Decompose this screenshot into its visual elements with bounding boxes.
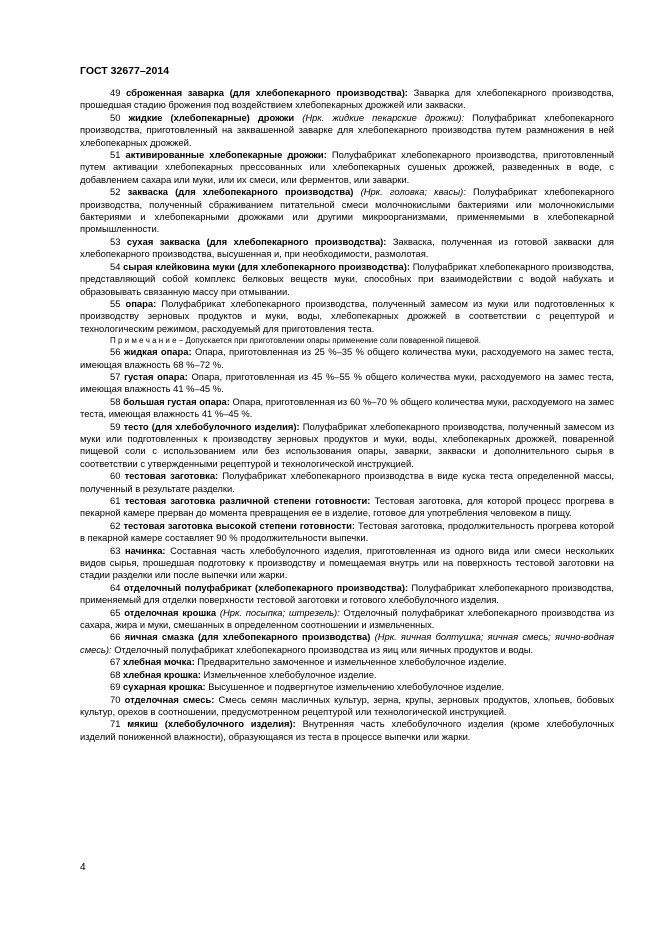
term-entry-64 (80, 582, 614, 607)
entry-definition: Полуфабрикат хлебопекарного производства, полученный замесом из муки или подготовленных к производству зерновых продуктов и муки, воды, хлебопекарных дрожжей в соответствии с рецептурой и технологическим режимом, расходуемый для приготовления теста. (80, 297, 615, 334)
entry-definition: Полуфабрикат хлебопекарного производства, приготовленный на заквашенной заварке для хлебопекарного производства путем размножения в ней хлебопекарных дрожжей. (80, 111, 615, 148)
entry-term: сырая клейковина муки (для хлебопекарного производства): (123, 260, 411, 272)
term-entry-60 (80, 470, 614, 495)
term-list-2 (80, 346, 614, 743)
entry-term: тесто (для хлебобулочного изделия): (123, 420, 300, 432)
entry-synonym: (Нрк. головка; квасы): (360, 186, 466, 198)
entry-term: жидкие (хлебопекарные) дрожжи (128, 111, 295, 123)
term-entry-59 (80, 421, 614, 471)
entry-definition: Опара, приготовленная из 45 %–55 % общего количества муки, расходуемого на замес теста, имеющая влажность 41 %–45 %. (80, 370, 615, 395)
term-entry-66 (80, 631, 614, 656)
term-entry-63 (80, 545, 614, 582)
term-entry-68 (80, 669, 614, 681)
entry-number: 54 (110, 260, 121, 272)
entry-term: жидкая опара: (123, 346, 192, 358)
entry-definition: Отделочный полуфабрикат хлебопекарного производства из сахара, жира и муки, смешанных в определенном соотношении и измельченных. (80, 606, 615, 631)
term-entry-62 (80, 520, 614, 545)
entry-definition: Внутренняя часть хлебобулочного изделия (кроме хлебобулочных изделий пониженной влажности), образующаяся из теста в процессе выпечки или жарки. (80, 718, 615, 742)
entry-number: 56 (110, 346, 121, 358)
term-list-1 (80, 87, 614, 335)
entry-number: 60 (110, 470, 121, 482)
term-entry-70 (80, 694, 614, 719)
entry-definition: Полуфабрикат хлебопекарного производства, полученный замесом из муки или подготовленных к производству зерновых продуктов и муки, воды, хлебопекарных дрожжей, поваренной пищевой соли с использованием или без использования опары, заварки, закваски и дополнительного сырья в соответствии с утвержденными рецептурой и технологической инструкцией. (80, 420, 615, 469)
entry-number: 57 (110, 370, 121, 382)
entry-definition: Тестовая заготовка, продолжительность прогрева которой в пекарной камере составляет 90 % продолжительности выпечки. (80, 519, 615, 544)
entry-term: опара: (125, 297, 157, 309)
entry-term: тестовая заготовка высокой степени готовности: (123, 519, 355, 531)
entry-number: 58 (110, 395, 121, 407)
entry-term: сухая закваска (для хлебопекарного производства): (126, 235, 387, 247)
entry-term: отделочный полуфабрикат (хлебопекарного производства): (123, 581, 409, 593)
entry-number: 62 (110, 519, 121, 531)
entry-number: 51 (110, 149, 121, 161)
entry-number: 55 (110, 297, 121, 309)
entry-definition: Опара, приготовленная из 25 %–35 % общего количества муки, расходуемого на замес теста, имеющая влажность 68 %–72 %. (80, 346, 615, 370)
term-entry-71 (80, 718, 614, 743)
entry-synonym: (Нрк. яичная болтушка; яичная смесь; яично-водная смесь): (80, 631, 615, 655)
entry-number: 67 (110, 656, 121, 668)
term-entry-57 (80, 371, 614, 396)
entry-term: хлебная крошка: (123, 668, 201, 680)
entry-definition: Предварительно замоченное и измельченное хлебобулочное изделие. (197, 656, 507, 668)
entry-term: густая опара: (124, 370, 188, 382)
term-entry-56 (80, 346, 614, 371)
entry-synonym: (Нрк. посыпка; штрезель): (219, 606, 340, 618)
entry-term: начинка: (125, 544, 166, 556)
term-entry-55 (80, 298, 614, 335)
entry-number: 65 (110, 606, 121, 618)
entry-number: 49 (110, 87, 121, 98)
entry-definition: Составная часть хлебобулочного изделия, приготовленная из одного вида или смеси нескольких видов сырья, прошедшая подготовку к производству и помещаемая внутрь или на поверхность тестовой заготовки на стадии разделки или после выпечки или жарки. (80, 544, 615, 581)
entry-term: сброженная заварка (для хлебопекарного производства): (126, 87, 408, 98)
term-entry-52 (80, 186, 614, 236)
term-entry-58 (80, 396, 614, 421)
entry-definition: Опара, приготовленная из 60 %–70 % общего количества муки, расходуемого на замес теста, имеющая влажность 41 %–45 %. (80, 395, 615, 420)
term-entry-65 (80, 607, 614, 632)
entry-number: 70 (110, 693, 121, 705)
entry-term: хлебная мочка: (123, 656, 195, 668)
entry-term: закваска (для хлебопекарного производства) (127, 186, 354, 198)
entry-number: 52 (110, 186, 121, 198)
entry-term: отделочная крошка (124, 606, 217, 618)
document-header: ГОСТ 32677–2014 (80, 65, 170, 77)
entry-definition: Отделочный полуфабрикат хлебопекарного производства из яиц или яичных продуктов и воды. (114, 643, 534, 655)
entry-number: 64 (110, 581, 121, 593)
document-body (80, 87, 614, 743)
entry-definition: Заварка для хлебопекарного производства, прошедшая стадию брожения под воздействием хлебопекарных дрожжей или закваски. (80, 87, 615, 111)
entry-number: 53 (110, 235, 121, 247)
entry-definition: Полуфабрикат хлебопекарного производства, полученный сбраживанием питательной смеси молочнокислыми бактериями или молочнокислыми бактериями и хлебопекарными дрожжами или другими микроорганизмами, применяемыми в хлебопекарной промышленности. (80, 186, 614, 235)
entry-term: большая густая опара: (123, 395, 230, 407)
entry-term: тестовая заготовка различной степени готовности: (124, 495, 371, 506)
entry-number: 61 (110, 495, 121, 506)
entry-definition: Полуфабрикат хлебопекарного производства, применяемый для отделки поверхности тестовой заготовки и готового хлебобулочного изделия. (80, 581, 615, 606)
term-entry-51 (80, 149, 614, 186)
entry-term: тестовая заготовка: (124, 470, 219, 482)
page-number: 4 (80, 862, 86, 873)
term-entry-50 (80, 112, 614, 149)
entry-number: 68 (110, 668, 121, 680)
entry-definition: Тестовая заготовка, для которой процесс прогрева в пекарной камере прерван до момента превращения ее в изделие, готовое для употребления человеком в пищу. (80, 495, 615, 519)
entry-number: 69 (110, 681, 121, 693)
term-entry-61 (80, 495, 614, 520)
entry-number: 66 (110, 631, 121, 643)
entry-definition: Высушенное и подвергнутое измельчению хлебобулочное изделие. (208, 681, 505, 693)
note: П р и м е ч а н и е – Допускается при приготовлении опары применение соли поваренной пищевой. (110, 336, 481, 346)
entry-term: отделочная смесь: (124, 693, 215, 705)
entry-definition: Смесь семян масличных культур, зерна, крупы, зерновых продуктов, хлопьев, бобовых культур, орехов в соотношении, предусмотренном рецептурой или технологической инструкцией. (80, 693, 615, 717)
entry-number: 50 (110, 111, 121, 123)
term-entry-67 (80, 656, 614, 668)
entry-definition: Измельченное хлебобулочное изделие. (203, 668, 377, 680)
entry-term: активированные хлебопекарные дрожжи: (125, 149, 327, 161)
entry-definition: Закваска, полученная из готовой закваски для хлебопекарного производства, высушенная и, при необходимости, размолотая. (80, 235, 615, 260)
term-entry-53 (80, 236, 614, 261)
term-entry-54 (80, 261, 614, 298)
entry-number: 71 (110, 718, 121, 730)
term-entry-49 (80, 87, 614, 112)
entry-synonym: (Нрк. жидкие пекарские дрожжи): (302, 111, 465, 123)
entry-term: яичная смазка (для хлебопекарного производства) (124, 631, 371, 643)
entry-number: 59 (110, 420, 121, 432)
entry-definition: Полуфабрикат хлебопекарного производства, приготовленный путем активации хлебопекарных прессованных или хлебопекарных сушеных дрожжей, разведенных в воде, с добавлением сахара или муки, или их смеси, или ферментов, или заварки. (80, 149, 614, 185)
entry-definition: Полуфабрикат хлебопекарного производства в виде куска теста определенной массы, полученный в результате разделки. (80, 470, 614, 494)
entry-number: 63 (110, 544, 121, 556)
entry-definition: Полуфабрикат хлебопекарного производства, представляющий собой комплекс белковых веществ муки, способных при взаимодействии с водой набухать и образовывать связанную массу при отмывании. (80, 260, 614, 297)
entry-term: сухарная крошка: (123, 681, 206, 693)
term-entry-69 (80, 681, 614, 693)
entry-term: мякиш (хлебобулочного изделия): (127, 718, 296, 730)
